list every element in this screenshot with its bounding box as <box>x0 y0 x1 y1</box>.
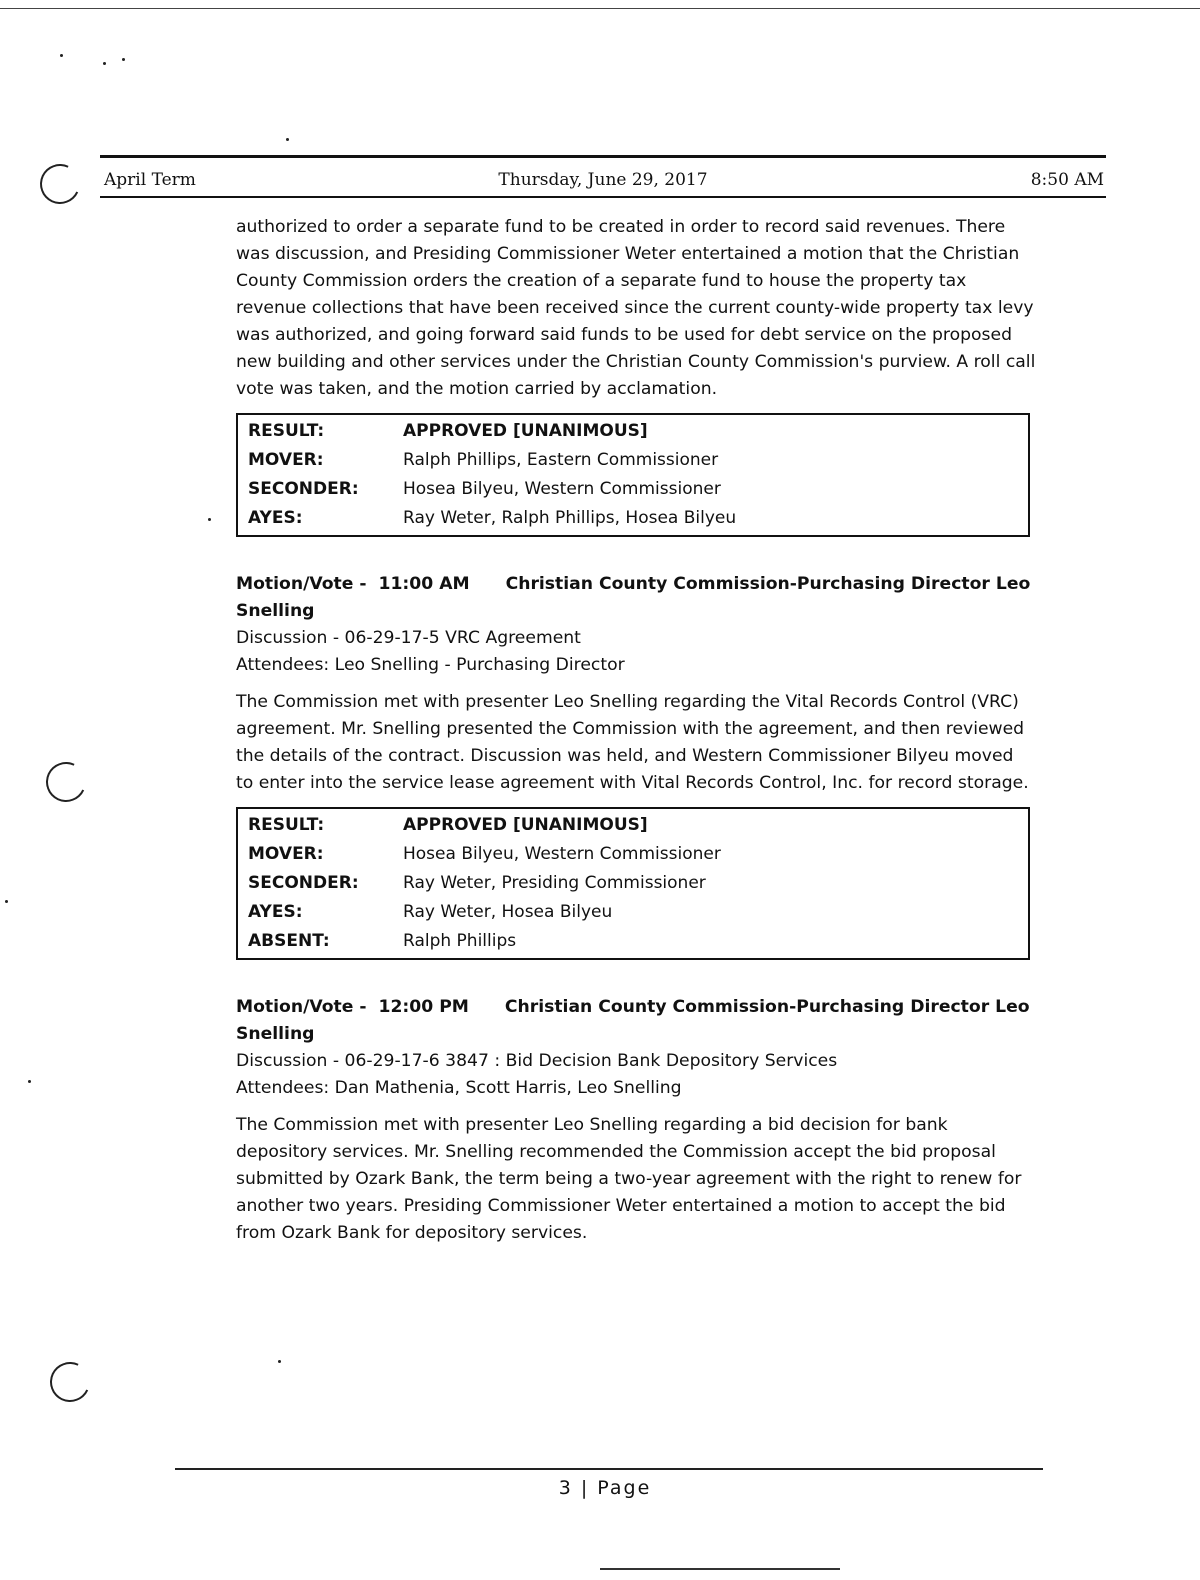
ayes-value: Ray Weter, Hosea Bilyeu <box>403 902 613 922</box>
motion-title: Christian County Commission-Purchasing Director Leo Snelling <box>236 997 1030 1044</box>
seconder-label: SECONDER: <box>248 873 359 893</box>
scan-speck <box>208 518 211 521</box>
spacer <box>236 1102 1036 1112</box>
scan-speck <box>103 62 106 65</box>
header-rule-bottom <box>100 196 1106 198</box>
seconder-value: Ray Weter, Presiding Commissioner <box>403 873 706 893</box>
motion-attendees: Attendees: Dan Mathenia, Scott Harris, Leo Snelling <box>236 1078 682 1098</box>
scan-speck <box>28 1080 31 1083</box>
ayes-label: AYES: <box>248 902 303 922</box>
vote-row-mover <box>237 840 1029 869</box>
scan-speck <box>278 1360 281 1363</box>
scan-bottom-edge <box>600 1568 840 1570</box>
ayes-label: AYES: <box>248 508 303 528</box>
intro-paragraph: authorized to order a separate fund to be created in order to record said revenues. There was discussion, and Presiding Commissioner Weter entertained a motion that the Christian County Commission orders the creation of a separate fund to house the property tax revenue collections that have been received since the current county-wide property tax levy was authorized, and going forward said funds to be used for debt service on the proposed new building and other services under the Christian County Commission's purview. A roll call vote was taken, and the motion carried by acclamation. <box>236 217 1036 399</box>
document-body <box>236 214 1036 1247</box>
motion-paragraph: The Commission met with presenter Leo Snelling regarding a bid decision for bank depository services. Mr. Snelling recommended the Commission accept the bid proposal submitted by Ozark Bank, the term being a two-year agreement with the right to renew for another two years. Presiding Commissioner Weter entertained a motion to accept the bid from Ozark Bank for depository services. <box>236 1115 1022 1243</box>
vote-row-mover <box>237 446 1029 475</box>
seconder-label: SECONDER: <box>248 479 359 499</box>
vote-table-2 <box>236 807 1030 960</box>
result-label: RESULT: <box>248 815 325 835</box>
motion-time: 12:00 PM <box>378 997 469 1017</box>
motion-attendees: Attendees: Leo Snelling - Purchasing Director <box>236 655 625 675</box>
motion-heading-3 <box>236 994 1036 1048</box>
motion-prefix: Motion/Vote - <box>236 997 367 1017</box>
result-value: APPROVED [UNANIMOUS] <box>403 421 648 441</box>
scan-speck <box>60 54 63 57</box>
scan-speck <box>286 138 289 141</box>
vote-row-result <box>237 808 1029 840</box>
page-number: 3 | Page <box>558 1477 652 1499</box>
header-date: Thursday, June 29, 2017 <box>498 170 708 190</box>
mover-value: Ralph Phillips, Eastern Commissioner <box>403 450 719 470</box>
result-value: APPROVED [UNANIMOUS] <box>403 815 648 835</box>
scan-speck <box>5 900 8 903</box>
footer-rule <box>175 1468 1043 1470</box>
vote-row-seconder <box>237 869 1029 898</box>
spacer <box>236 679 1036 689</box>
punch-hole-bottom <box>44 1356 95 1407</box>
motion-prefix: Motion/Vote - <box>236 574 367 594</box>
vote-row-absent <box>237 927 1029 959</box>
motion-discussion: Discussion - 06-29-17-5 VRC Agreement <box>236 628 581 648</box>
seconder-value: Hosea Bilyeu, Western Commissioner <box>403 479 721 499</box>
scan-top-edge <box>0 8 1200 9</box>
vote-row-result <box>237 414 1029 446</box>
motion-time: 11:00 AM <box>378 574 470 594</box>
absent-value: Ralph Phillips <box>403 931 517 951</box>
mover-label: MOVER: <box>248 844 324 864</box>
ayes-value: Ray Weter, Ralph Phillips, Hosea Bilyeu <box>403 508 737 528</box>
mover-label: MOVER: <box>248 450 324 470</box>
absent-label: ABSENT: <box>248 931 330 951</box>
result-label: RESULT: <box>248 421 325 441</box>
vote-table-1 <box>236 413 1030 537</box>
motion-discussion: Discussion - 06-29-17-6 3847 : Bid Decision Bank Depository Services <box>236 1051 838 1071</box>
mover-value: Hosea Bilyeu, Western Commissioner <box>403 844 721 864</box>
scan-speck <box>122 58 125 61</box>
punch-hole-middle <box>40 756 91 807</box>
motion-heading-2 <box>236 571 1036 625</box>
vote-row-ayes <box>237 898 1029 927</box>
header-rule-top <box>100 155 1106 158</box>
vote-row-ayes <box>237 504 1029 536</box>
vote-row-seconder <box>237 475 1029 504</box>
header-time: 8:50 AM <box>1030 170 1104 190</box>
header-term: April Term <box>104 170 196 190</box>
motion-title: Christian County Commission-Purchasing Director Leo Snelling <box>236 574 1031 621</box>
motion-paragraph: The Commission met with presenter Leo Snelling regarding the Vital Records Control (VRC) agreement. Mr. Snelling presented the Commission with the agreement, and then reviewed the details of the contract. Discussion was held, and Western Commissioner Bilyeu moved to enter into the service lease agreement with Vital Records Control, Inc. for record storage. <box>236 692 1029 793</box>
